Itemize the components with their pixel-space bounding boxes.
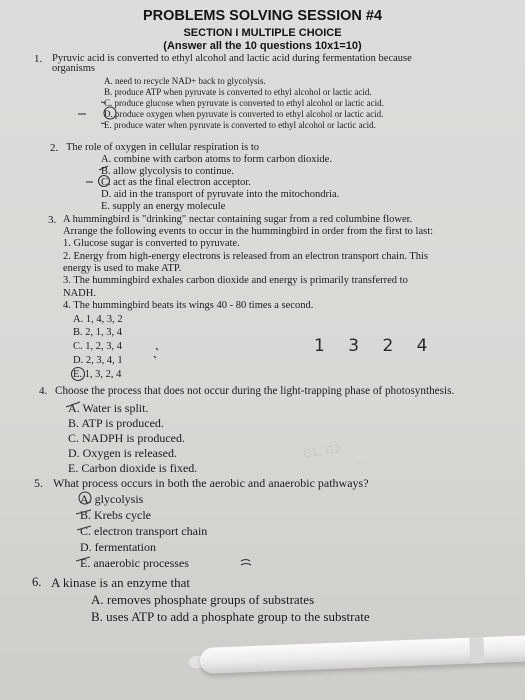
q6-number: 6. bbox=[32, 575, 42, 589]
q5-option-b: B. Krebs cycle bbox=[80, 508, 151, 522]
q4-option-d: D. Oxygen is released. bbox=[68, 446, 177, 460]
q3-stem-line2: Arrange the following events to occur in the hummingbird in order from the first to last: bbox=[63, 226, 434, 237]
q5-answer-circle bbox=[79, 492, 91, 504]
q5-b-strike bbox=[76, 510, 91, 514]
q3-step-4: 4. The hummingbird beats its wings 40 - 80 times a second. bbox=[63, 300, 314, 311]
q3-option-d: D. 2, 3, 4, 1 bbox=[73, 355, 123, 366]
q5-option-c: C. electron transport chain bbox=[80, 524, 208, 538]
q3-c-tick bbox=[156, 348, 158, 350]
q5-option-d: D. fermentation bbox=[80, 540, 156, 554]
q2-b-strike bbox=[99, 166, 108, 170]
q1-stem-line2: organisms bbox=[52, 63, 95, 74]
q3-step-3-line1: 3. The hummingbird exhales carbon dioxide and energy is primarily transferred to bbox=[63, 275, 408, 286]
q5-option-e: E. anaerobic processes bbox=[80, 556, 189, 570]
q5-stem: What process occurs in both the aerobic and anaerobic pathways? bbox=[53, 476, 369, 490]
q4-stem: Choose the process that does not occur during the light-trapping phase of photosynthesis. bbox=[55, 385, 455, 397]
q2-option-b: B. allow glycolysis to continue. bbox=[101, 166, 234, 177]
q1-c-underline bbox=[101, 102, 106, 103]
q5-number: 5. bbox=[34, 476, 43, 490]
q3-step-1: 1. Glucose sugar is converted to pyruvate. bbox=[63, 238, 240, 249]
q1-option-a: A. need to recycle NAD+ back to glycolysis. bbox=[104, 76, 266, 86]
q5-c-strike bbox=[77, 526, 91, 530]
q2-option-a: A. combine with carbon atoms to form carbon dioxide. bbox=[101, 154, 332, 165]
q4-option-a: A. Water is split. bbox=[68, 401, 149, 415]
q4-option-b: B. ATP is produced. bbox=[68, 416, 164, 430]
q3-number: 3. bbox=[48, 214, 57, 226]
q1-e-underline bbox=[101, 123, 106, 124]
q4-option-c: C. NADPH is produced. bbox=[68, 431, 185, 445]
q3-step-3-line2: NADH. bbox=[63, 288, 96, 299]
section-heading: SECTION I MULTIPLE CHOICE bbox=[183, 27, 342, 39]
show-through-mark-1: G1, G2 bbox=[302, 442, 342, 461]
q5-e-strike bbox=[76, 557, 90, 561]
q3-option-a: A. 1, 4, 3, 2 bbox=[73, 314, 123, 325]
q3-option-c: C. 1, 2, 3, 4 bbox=[73, 341, 123, 352]
instructions: (Answer all the 10 questions 10x1=10) bbox=[163, 40, 362, 52]
q3-d-tick bbox=[154, 356, 156, 358]
q4-a-strike bbox=[66, 402, 80, 407]
q5-option-a: A. glycolysis bbox=[80, 492, 144, 506]
q2-option-d: D. aid in the transport of pyruvate into the mitochondria. bbox=[101, 189, 340, 200]
q3-stem-line1: A hummingbird is "drinking" nectar containing sugar from a red columbine flower. bbox=[63, 214, 413, 225]
q1-answer-circle bbox=[104, 107, 116, 119]
q1-number: 1. bbox=[34, 53, 43, 65]
q2-stem: The role of oxygen in cellular respiration is to bbox=[66, 142, 260, 153]
q4-number: 4. bbox=[39, 385, 48, 397]
q2-number: 2. bbox=[50, 142, 59, 154]
q1-stem-line1: Pyruvic acid is converted to ethyl alcohol and lactic acid during fermentation because bbox=[52, 53, 412, 64]
q1-option-b: B. produce ATP when pyruvate is converted to ethyl alcohol or lactic acid. bbox=[104, 87, 372, 97]
q1-option-c: C. produce glucose when pyruvate is converted to ethyl alcohol or lactic acid. bbox=[104, 98, 384, 108]
q6-option-b: B. uses ATP to add a phosphate group to the substrate bbox=[91, 609, 370, 624]
q2-answer-circle bbox=[99, 176, 110, 187]
q2-option-e: E. supply an energy molecule bbox=[101, 201, 226, 212]
q3-handwritten-answer: 1 3 2 4 bbox=[314, 336, 437, 356]
q6-stem: A kinase is an enzyme that bbox=[51, 575, 190, 590]
q1-option-e: E. produce water when pyruvate is converted to ethyl alcohol or lactic acid. bbox=[104, 120, 376, 130]
page-title: PROBLEMS SOLVING SESSION #4 bbox=[142, 8, 383, 24]
q5-e-squiggle bbox=[241, 560, 251, 566]
q6-option-a: A. removes phosphate groups of substrates bbox=[91, 592, 315, 607]
show-through-mark-2: ~ bbox=[354, 456, 364, 468]
q3-step-2-line1: 2. Energy from high-energy electrons is released from an electron transport chain. This bbox=[63, 251, 429, 262]
q3-answer-circle bbox=[72, 368, 85, 381]
q3-option-e: E. 1, 3, 2, 4 bbox=[73, 369, 122, 380]
q3-step-2-line2: energy is used to make ATP. bbox=[63, 263, 182, 274]
q1-option-d: D. produce oxygen when pyruvate is converted to ethyl alcohol or lactic acid. bbox=[104, 109, 384, 119]
pen-band bbox=[469, 637, 484, 664]
q2-option-c: C. act as the final electron acceptor. bbox=[101, 177, 251, 188]
q3-option-b: B. 2, 1, 3, 4 bbox=[73, 327, 123, 338]
q4-option-e: E. Carbon dioxide is fixed. bbox=[68, 461, 198, 475]
